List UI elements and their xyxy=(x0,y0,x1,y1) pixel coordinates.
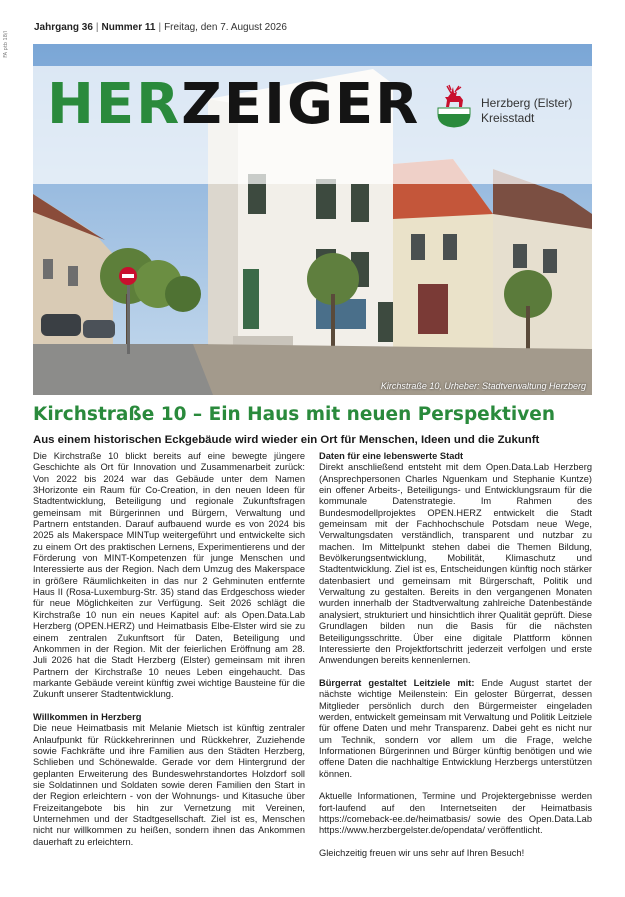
vertical-imprint-note: FA ptb 18/l xyxy=(3,31,9,58)
town-name-line1: Herzberg (Elster) xyxy=(481,96,573,110)
section-text: Ende August startet der nächste wichtige Meilenstein: Ein geloster Bürgerrat, dessen Mitglieder persönlich durch den Bürgermeister eingeladen werden, entwickelt gemeinsam mit Verwaltung und Politik Leitziele für offene Daten und mehr Transparenz. Dabei geht es nicht nur um Technik, sondern vor allem um die Frage, welche Informationen Bürgerinnen und Bürger künftig benötigen und wie offene Daten die nachhaltige Entwicklung Herzbergs unterstützen können. xyxy=(319,677,592,779)
closing-paragraph: Gleichzeitig freuen wir uns sehr auf Ihren Besuch! xyxy=(319,848,525,859)
article-column-left xyxy=(33,451,305,848)
masthead-logo xyxy=(47,72,421,137)
article-headline: Kirchstraße 10 – Ein Haus mit neuen Perspektiven xyxy=(33,404,555,425)
town-name-line2: Kreisstadt xyxy=(481,111,535,125)
section-heading: Daten für eine lebenswerte Stadt xyxy=(319,451,464,461)
intro-paragraph: Die Kirchstraße 10 blickt bereits auf eine bewegte jüngere Geschichte als Ort für Innovation und Zusammenarbeit zurück: Von 2022 bis 2024 war das Gebäude unter dem Namen 3Horizonte ein Raum für Co-Creation, in den neuen Ideen für Stadtentwicklung, Beteiligung und regionale Zukunftsfragen gemeinsam mit Bürgerinnen und Bürgern, Verwaltung und Partnern entstanden. Darauf aufbauend wurde es von 2024 bis 2025 als Makerspace MINTup weitergeführt und entwickelte sich zu einem Ort des praktischen Lernens, Experimentierens und der Förderung von MINT-Kompetenzen für junge Menschen und Interessierte aus der Region. Nach dem Umzug des Makerspace in größere Räumlichkeiten in das nur 2 Gehminuten entfernte Haus II (Rosa-Luxemburg-Str. 35) stand das Erdgeschoss wieder für neue Möglichkeiten zur Verfügung. Seit 2026 schlägt die Kirchstraße 10 nun ein neues Kapitel auf: als Open.Data.Lab Herzberg (OPEN.HERZ) und Heimatbasis Elbe-Elster wird sie zu einem zentralen Zukunftsort für Daten, Beteiligung und Ankommen in der Region. Mit der feierlichen Eröffnung am 28. Juli 2026 hat die Stadt Herzberg (Elster) gemeinsam mit ihren Partnern der Kirchstraße 10 neues Leben eingehaucht. Das markante Gebäude vereint künftig zwei wichtige Bausteine für die Zukunft unserer Stadtentwicklung. xyxy=(33,451,305,700)
issue-separator: | xyxy=(95,22,99,33)
town-name xyxy=(481,96,572,126)
issue-number: Nummer 11 xyxy=(101,22,156,33)
section-paragraph xyxy=(319,678,592,780)
issue-separator: | xyxy=(158,22,162,33)
section-paragraph: Direkt anschließend entsteht mit dem Open.Data.Lab Herzberg (Ansprechpersonen Charles Nguenkam und Stephanie Kuntze) ein offener Arbeits-, Beteiligungs- und Entwicklungsraum für die kommunale Datenstrategie. Im Rahmen des Bundesmodellprojektes OPEN.HERZ entwickelt die Stadt gemeinsam mit der Fachhochschule Potsdam neue Wege, Verwaltungsdaten verständlich, transparent und nutzbar zu machen. Im Mittelpunkt stehen dabei die Themen Bildung, Bevölkerungsentwicklung, Mobilität, Klimaschutz und Stadtentwicklung. Ziel ist es, Entscheidungen künftig noch stärker datenbasiert und gemeinsam mit Bürgerschaft, Politik und Verwaltung zu gestalten. Bereits in den vergangenen Monaten wurden innerhalb der Stadtverwaltung zahlreiche Datenbestände analysiert, strukturiert und hinsichtlich ihrer Qualität geprüft. Diese Grundlagen bilden nun die Basis für die nächsten Beteiligungsschritte. Über eine digitale Plattform können Interessierte den Projektfortschritt jederzeit verfolgen und erste Anwendungen bereits kennenlernen. xyxy=(319,462,592,666)
article-column-right xyxy=(319,451,592,859)
issue-volume: Jahrgang 36 xyxy=(34,22,93,33)
article-subheadline: Aus einem historischen Eckgebäude wird wieder ein Ort für Menschen, Ideen und die Zukunft xyxy=(33,434,540,446)
issue-date: Freitag, den 7. August 2026 xyxy=(164,22,287,33)
info-paragraph: Aktuelle Informationen, Termine und Projektergebnisse werden fort-laufend auf den Internetseiten der Heimatbasis https://comeback-ee.de/heimatbasis/ sowie des Open.Data.Lab https://www.herzbergelster.de/opendata/ veröffentlicht. xyxy=(319,791,592,836)
issue-line xyxy=(34,22,287,33)
section-paragraph: Die neue Heimatbasis mit Melanie Mietsch ist künftig zentraler Anlaufpunkt für Rückkehrerinnen und Rückkehrer, Zuziehende sowie Fachkräfte und ihre Familien aus den Städten Herzberg, Schlieben und Schönewalde. Gerade vor dem Hintergrund der geplanten Erweiterung des Bundeswehrstandortes Holzdorf soll sie Soldatinnen und Soldaten sowie deren Familien den Start in der Region erleichtern - von der Wohnungs- und Kitasuche über Freizeitangebote bis hin zur Vernetzung mit Vereinen, Unternehmen und der Stadtgesellschaft. Ziel ist es, Menschen nicht nur willkommen zu heißen, sondern ihnen das Ankommen dauerhaft zu erleichtern. xyxy=(33,723,305,847)
logo-black-part: ZEIGER xyxy=(181,72,421,137)
hero-photo xyxy=(33,44,592,395)
deer-crest-icon xyxy=(437,84,471,128)
section-heading: Willkommen in Herzberg xyxy=(33,711,142,722)
logo-green-part: HER xyxy=(47,72,182,137)
section-lead: Bürgerrat gestaltet Leitziele mit: xyxy=(319,677,475,688)
photo-caption: Kirchstraße 10, Urheber: Stadtverwaltung Herzberg xyxy=(380,381,586,391)
